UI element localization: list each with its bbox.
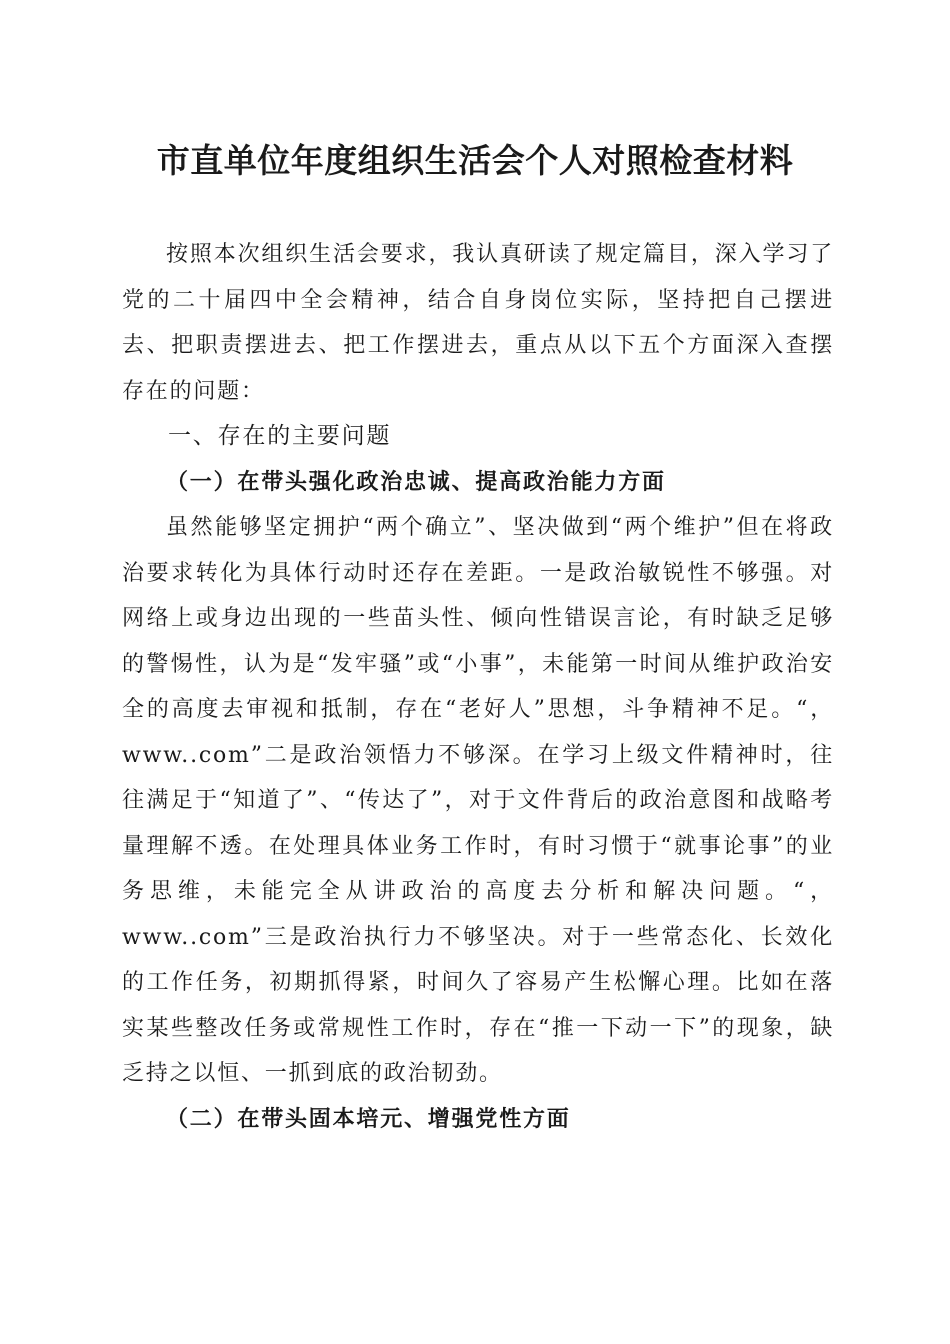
document-body <box>122 232 834 1142</box>
intro-paragraph: 按照本次组织生活会要求，我认真研读了规定篇目，深入学习了党的二十届四中全会精神，结合自身岗位实际，坚持把自己摆进去、把职责摆进去、把工作摆进去，重点从以下五个方面深入查摆存在的问题： <box>122 242 834 404</box>
subsection-heading: （一）在带头强化政治忠诚、提高政治能力方面 <box>166 468 666 495</box>
body-paragraph: 虽然能够坚定拥护“两个确立”、坚决做到“两个维护”但在将政治要求转化为具体行动时还存在差距。一是政治敏锐性不够强。对网络上或身边出现的一些苗头性、倾向性错误言论，有时缺乏足够的警惕性，认为是“发牢骚”或“小事”，未能第一时间从维护政治安全的高度去审视和抵制，存在“老好人”思想，斗争精神不足。“，www..com”二是政治领悟力不够深。在学习上级文件精神时，往往满足于“知道了”、“传达了”，对于文件背后的政治意图和战略考量理解不透。在处理具体业务工作时，有时习惯于“就事论事”的业务思维，未能完全从讲政治的高度去分析和解决问题。“，www..com”三是政治执行力不够坚决。对于一些常态化、长效化的工作任务，初期抓得紧，时间久了容易产生松懈心理。比如在落实某些整改任务或常规性工作时，存在“推一下动一下”的现象，缺乏持之以恒、一抓到底的政治韧劲。 <box>122 515 834 1086</box>
document-title: 市直单位年度组织生活会个人对照检查材料 <box>156 141 794 180</box>
section-heading: 一、存在的主要问题 <box>168 423 392 449</box>
subsection-heading: （二）在带头固本培元、增强党性方面 <box>166 1105 571 1132</box>
